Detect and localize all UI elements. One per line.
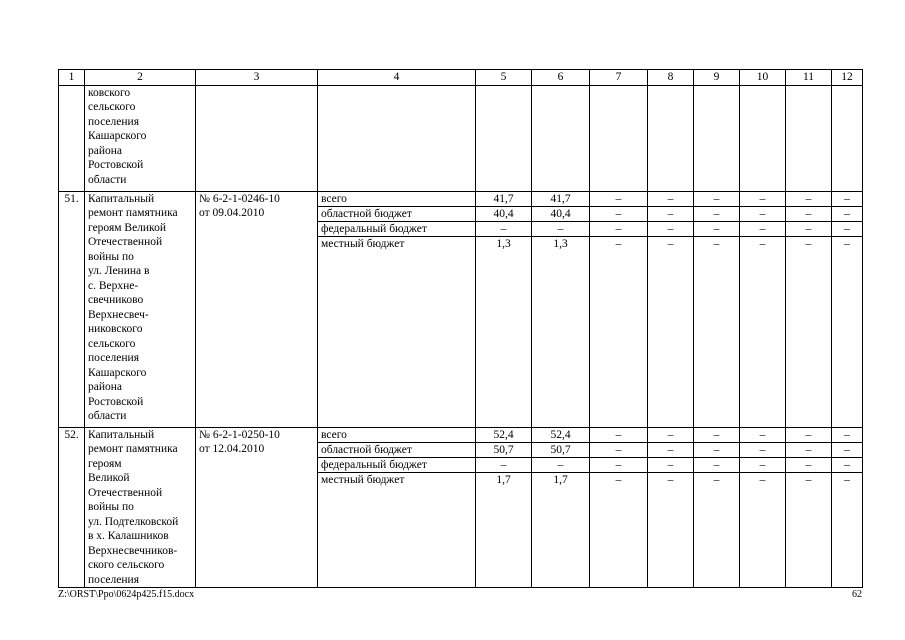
table-cell bbox=[196, 85, 318, 191]
value-col10 bbox=[740, 427, 786, 588]
value-col12-line: – bbox=[832, 428, 862, 443]
value-col7-line: – bbox=[590, 192, 647, 207]
value-col8 bbox=[648, 191, 694, 427]
page-number: 62 bbox=[852, 589, 862, 600]
value-col7-line: – bbox=[615, 237, 622, 250]
value-col8-line: – bbox=[648, 192, 693, 207]
table-row bbox=[59, 427, 863, 588]
value-col11-line: – bbox=[786, 192, 831, 207]
value-col5 bbox=[476, 427, 532, 588]
value-col7-line: – bbox=[590, 207, 647, 222]
value-col11-line: – bbox=[786, 222, 831, 237]
funding-source-line: областной бюджет bbox=[318, 207, 475, 222]
value-col11-line: – bbox=[805, 473, 812, 486]
value-col11 bbox=[786, 427, 832, 588]
value-col7-line: – bbox=[590, 222, 647, 237]
value-col10-line: – bbox=[759, 237, 766, 250]
value-col10-line: – bbox=[740, 207, 785, 222]
value-col10-line: – bbox=[740, 428, 785, 443]
value-col5-line: 40,4 bbox=[476, 207, 531, 222]
header-cell: 3 bbox=[196, 70, 318, 86]
table-cell bbox=[590, 85, 648, 191]
value-col12-line: – bbox=[832, 207, 862, 222]
value-col5-line: 50,7 bbox=[476, 443, 531, 458]
value-col11 bbox=[786, 191, 832, 427]
header-row bbox=[59, 70, 863, 86]
funding-source bbox=[318, 191, 476, 427]
value-col7-line: – bbox=[615, 473, 622, 486]
funding-source bbox=[318, 427, 476, 588]
value-col12-line: – bbox=[844, 237, 850, 250]
value-col9-line: – bbox=[694, 207, 739, 222]
file-path: Z:\ORST\Ppo\0624p425.f15.docx bbox=[58, 589, 195, 600]
table-cell bbox=[532, 85, 590, 191]
value-col6 bbox=[532, 191, 590, 427]
value-col7 bbox=[590, 427, 648, 588]
value-col12 bbox=[832, 427, 863, 588]
value-col7 bbox=[590, 191, 648, 427]
value-col5-line: – bbox=[476, 222, 531, 237]
value-col10-line: – bbox=[740, 458, 785, 473]
value-col6-line: 50,7 bbox=[532, 443, 589, 458]
value-col11-line: – bbox=[786, 458, 831, 473]
header-cell: 9 bbox=[694, 70, 740, 86]
table-cell bbox=[59, 85, 85, 191]
table-cell bbox=[786, 85, 832, 191]
value-col11-line: – bbox=[786, 443, 831, 458]
object-name: Капитальный ремонт памятника героям Великой Отечественной войны по ул. Ленина в с. Верхне- свечниково Верхнесвеч- никовского сельского поселения Кашарского района Ростовской области bbox=[85, 191, 196, 427]
value-col11-line: – bbox=[805, 237, 812, 250]
value-col11-line: – bbox=[786, 428, 831, 443]
value-col5-line: 52,4 bbox=[476, 428, 531, 443]
table-cell bbox=[648, 85, 694, 191]
value-col7-line: – bbox=[590, 458, 647, 473]
object-name: ковского сельского поселения Кашарского района Ростовской области bbox=[85, 85, 196, 191]
value-col8-line: – bbox=[648, 458, 693, 473]
value-col6-line: 52,4 bbox=[532, 428, 589, 443]
value-col9-line: – bbox=[694, 458, 739, 473]
header-cell: 4 bbox=[318, 70, 476, 86]
table-cell bbox=[694, 85, 740, 191]
table-cell bbox=[740, 85, 786, 191]
value-col8-line: – bbox=[667, 473, 674, 486]
funding-source-line: местный бюджет bbox=[321, 237, 405, 250]
table-cell bbox=[476, 85, 532, 191]
value-col9-line: – bbox=[694, 192, 739, 207]
value-col8-line: – bbox=[648, 207, 693, 222]
value-col12 bbox=[832, 191, 863, 427]
header-cell: 12 bbox=[832, 70, 863, 86]
value-col8-line: – bbox=[648, 222, 693, 237]
document-number: № 6-2-1-0250-10 bbox=[199, 428, 280, 441]
header-cell: 8 bbox=[648, 70, 694, 86]
value-col5-line: 1,7 bbox=[496, 473, 511, 486]
value-col7-line: – bbox=[590, 428, 647, 443]
value-col9 bbox=[694, 191, 740, 427]
value-col12-line: – bbox=[832, 222, 862, 237]
document-date: от 12.04.2010 bbox=[199, 443, 265, 455]
value-col6 bbox=[532, 427, 590, 588]
value-col6-line: – bbox=[532, 458, 589, 473]
document-date: от 09.04.2010 bbox=[199, 207, 265, 219]
value-col12-line: – bbox=[832, 443, 862, 458]
document-page bbox=[58, 69, 862, 588]
header-cell: 2 bbox=[85, 70, 196, 86]
value-col7-line: – bbox=[590, 443, 647, 458]
value-col8 bbox=[648, 427, 694, 588]
funding-source-line: федеральный бюджет bbox=[318, 222, 475, 237]
value-col6-line: – bbox=[532, 222, 589, 237]
funding-source-line: всего bbox=[318, 428, 475, 443]
value-col9-line: – bbox=[694, 428, 739, 443]
value-col5-line: 1,3 bbox=[496, 237, 511, 250]
funding-source-line: областной бюджет bbox=[318, 443, 475, 458]
value-col8-line: – bbox=[648, 428, 693, 443]
value-col5 bbox=[476, 191, 532, 427]
table-cell bbox=[832, 85, 863, 191]
object-name: Капитальный ремонт памятника героям Великой Отечественной войны по ул. Подтелковской в х. Калашников Верхнесвечников- ского сельского поселения bbox=[85, 427, 196, 588]
value-col6-line: 41,7 bbox=[532, 192, 589, 207]
value-col6-line: 1,7 bbox=[553, 473, 568, 486]
value-col9-line: – bbox=[713, 473, 720, 486]
funding-source-line: федеральный бюджет bbox=[318, 458, 475, 473]
value-col10 bbox=[740, 191, 786, 427]
funding-source-line: местный бюджет bbox=[321, 473, 405, 486]
value-col9-line: – bbox=[694, 443, 739, 458]
row-number: 52. bbox=[59, 427, 85, 588]
value-col10-line: – bbox=[740, 192, 785, 207]
header-cell: 11 bbox=[786, 70, 832, 86]
row-number: 51. bbox=[59, 191, 85, 427]
value-col8-line: – bbox=[648, 443, 693, 458]
value-col6-line: 40,4 bbox=[532, 207, 589, 222]
value-col9-line: – bbox=[694, 222, 739, 237]
document-number: № 6-2-1-0246-10 bbox=[199, 192, 280, 205]
value-col9 bbox=[694, 427, 740, 588]
value-col8-line: – bbox=[667, 237, 674, 250]
header-cell: 10 bbox=[740, 70, 786, 86]
value-col10-line: – bbox=[740, 443, 785, 458]
value-col5-line: 41,7 bbox=[476, 192, 531, 207]
funding-source-line: всего bbox=[318, 192, 475, 207]
document-reference bbox=[196, 427, 318, 588]
value-col5-line: – bbox=[476, 458, 531, 473]
value-col10-line: – bbox=[759, 473, 766, 486]
value-col11-line: – bbox=[786, 207, 831, 222]
document-reference bbox=[196, 191, 318, 427]
table-row bbox=[59, 191, 863, 427]
continuation-row bbox=[59, 85, 863, 191]
value-col6-line: 1,3 bbox=[553, 237, 568, 250]
header-cell: 5 bbox=[476, 70, 532, 86]
value-col9-line: – bbox=[713, 237, 720, 250]
value-col12-line: – bbox=[844, 473, 850, 486]
budget-table bbox=[58, 69, 863, 588]
table-cell bbox=[318, 85, 476, 191]
value-col12-line: – bbox=[832, 192, 862, 207]
header-cell: 6 bbox=[532, 70, 590, 86]
value-col10-line: – bbox=[740, 222, 785, 237]
header-cell: 1 bbox=[59, 70, 85, 86]
value-col12-line: – bbox=[832, 458, 862, 473]
header-cell: 7 bbox=[590, 70, 648, 86]
